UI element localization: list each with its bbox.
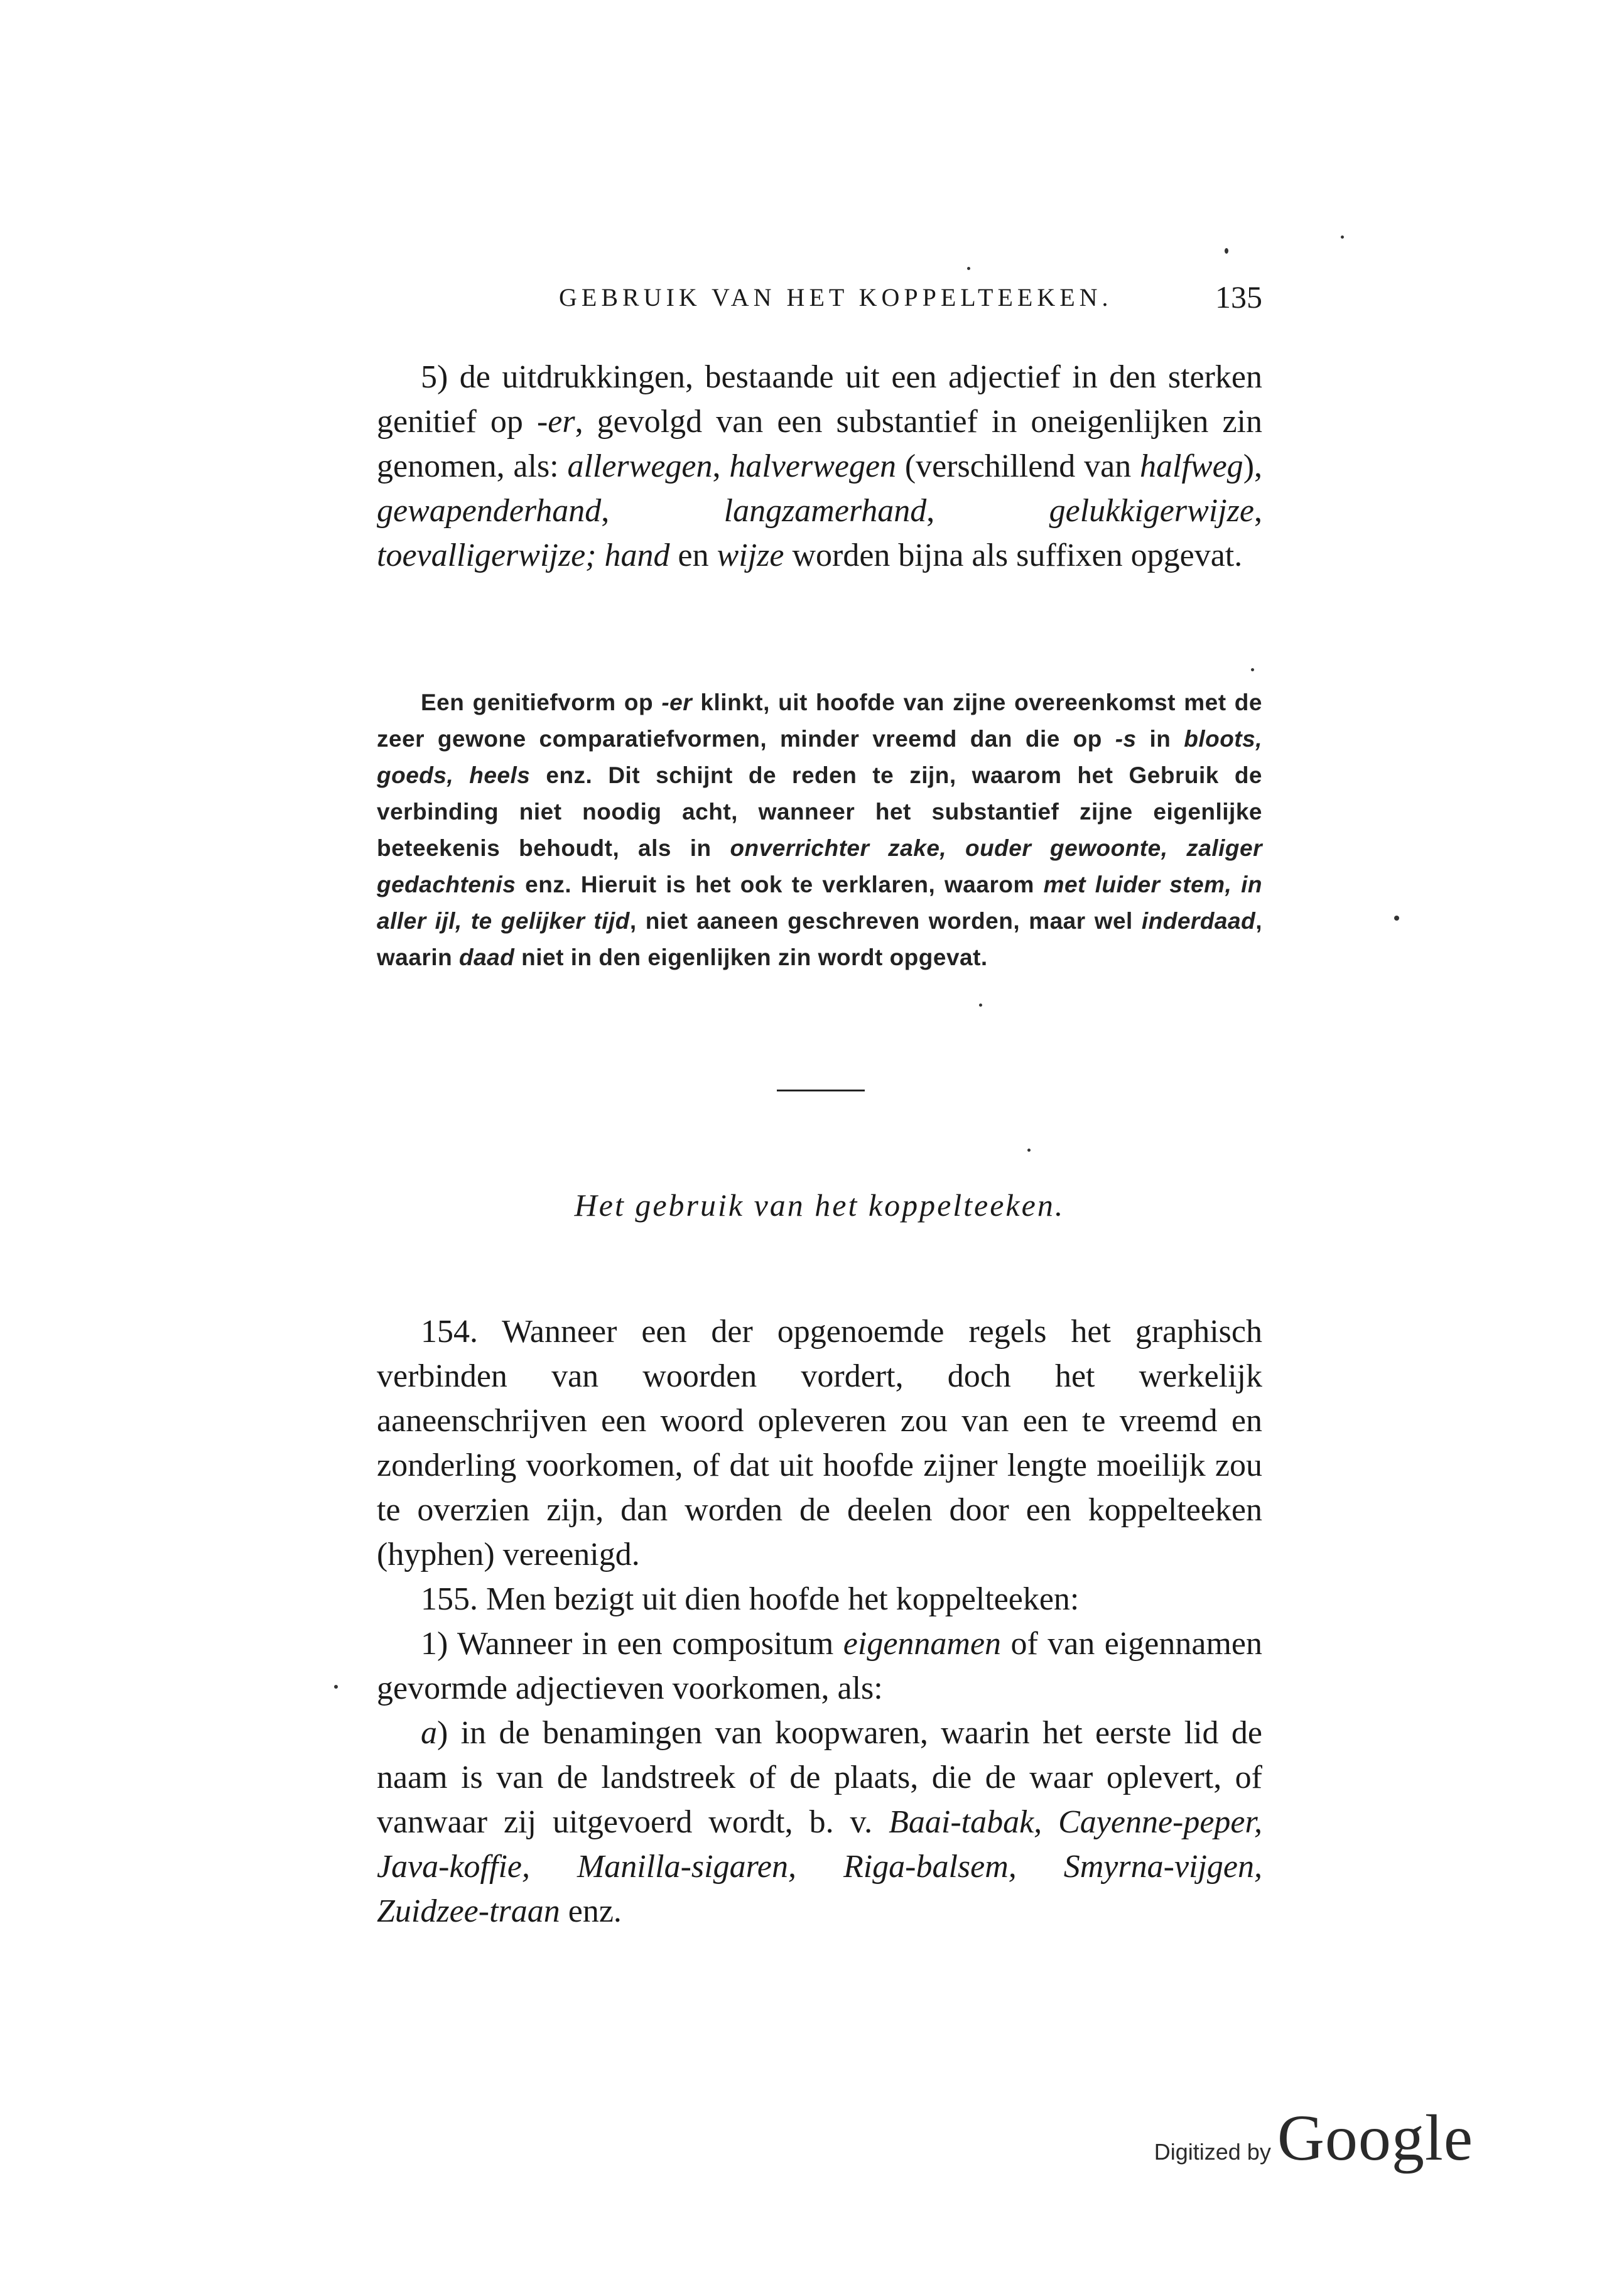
body-text [377, 1309, 1262, 1934]
digitized-by-google-watermark [1154, 2101, 1473, 2174]
footnote [377, 685, 1262, 976]
scan-speck [334, 1685, 338, 1689]
scan-speck [1394, 916, 1399, 921]
scan-speck [979, 1004, 982, 1007]
scan-speck [1341, 235, 1344, 239]
paragraph-154: 154. Wanneer een der opgenoemde regels het graphisch verbinden van woorden vordert, doch het werkelijk aaneenschrijven een woord opleveren zou van een te vreemd en zonderling voorkomen, of dat uit hoofde zijner lengte moeilijk zou te overzien zijn, dan worden de deelen door een koppelteeken (hyphen) vereenigd. [377, 1314, 1262, 1572]
paragraph-number: 155. [421, 1581, 478, 1617]
paragraph-155: 155. Men bezigt uit dien hoofde het koppelteeken: [421, 1581, 1080, 1617]
paragraph-5 [377, 355, 1262, 578]
paragraph-5-text: 5) de uitdrukkingen, bestaande uit een adjectief in den sterken genitief op -er, gevolgd van een substantief in oneigenlijken zin genomen, als: allerwegen, halverwegen (verschillend van halfweg), gewapenderhand, langzamerhand, gelukkigerwijze, toevalligerwijze; hand en wijze worden bijna als suffixen opgevat. [377, 359, 1263, 573]
section-divider [777, 1090, 865, 1091]
watermark-small-text: Digitized by [1154, 2139, 1271, 2165]
page-number: 135 [1215, 279, 1262, 315]
running-title: GEBRUIK VAN HET KOPPELTEEKEN. [559, 283, 1113, 311]
scan-speck [967, 267, 970, 270]
running-head [377, 279, 1262, 327]
section-heading: Het gebruik van het koppelteeken. [574, 1188, 1065, 1223]
scan-speck [1225, 248, 1228, 254]
scan-speck [1251, 668, 1254, 671]
scan-speck [1027, 1149, 1031, 1152]
paragraph-a: a) in de benamingen van koopwaren, waarin het eerste lid de naam is van de landstreek of de plaats, die de waar oplevert, of vanwaar zij uitgevoerd wordt, b. v. Baai-tabak, Cayenne-peper, Java-koffie, Manilla-sigaren, Riga-balsem, Smyrna-vijgen, Zuidzee-traan enz. [377, 1715, 1262, 1929]
paragraph-number: 154. [421, 1314, 478, 1350]
paragraph-1: 1) Wanneer in een compositum eigennamen of van eigennamen gevormde adjectieven voorkomen, als: [377, 1626, 1262, 1706]
google-logo-text: Google [1277, 2102, 1473, 2174]
footnote-text: Een genitiefvorm op -er klinkt, uit hoofde van zijne overeenkomst met de zeer gewone comparatiefvormen, minder vreemd dan die op -s in bloots, goeds, heels enz. Dit schijnt de reden te zijn, waarom het Gebruik de verbinding niet noodig acht, wanneer het substantief zijne eigenlijke beteekenis behoudt, als in onverrichter zake, ouder gewoonte, zaliger gedachtenis enz. Hieruit is het ook te verklaren, waarom met luider stem, in aller ijl, te gelijker tijd, niet aaneen geschreven worden, maar wel inderdaad, waarin daad niet in den eigenlijken zin wordt opgevat. [377, 690, 1263, 970]
